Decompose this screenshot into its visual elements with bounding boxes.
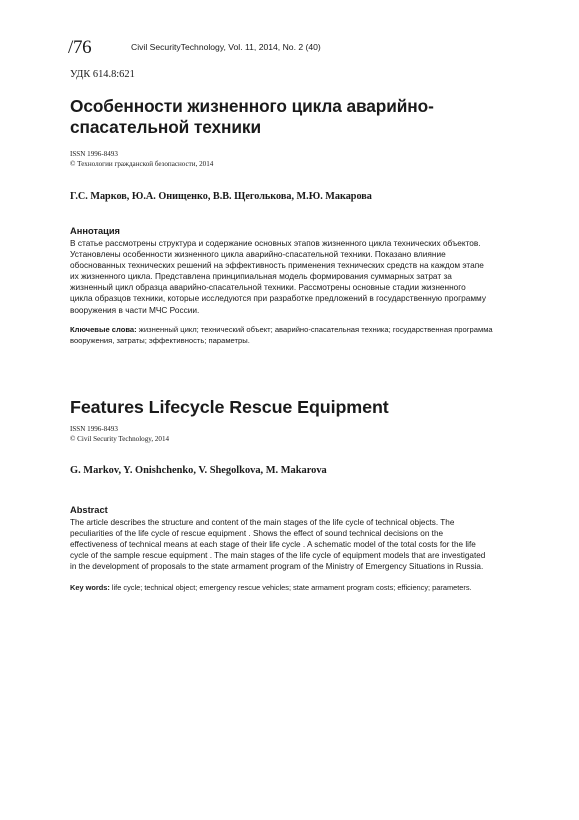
english-copyright: © Civil Security Technology, 2014 (70, 435, 170, 443)
english-abstract-line: effectiveness of technical means at each stage of their life cycle . A schematic model of the total costs for the life (70, 540, 476, 550)
english-abstract-line: in the development of proposals to the state armament program of the Ministry of Emergency Situations in Russia. (70, 562, 484, 572)
russian-title-line: спасательной техники (70, 117, 261, 137)
russian-abstract-line: вооружения в части МЧС России. (70, 304, 200, 315)
russian-abstract-line: Установлены особенности жизненного цикла аварийно-спасательной техники. Показано влияние (70, 249, 446, 260)
english-abstract-line: peculiarities of the life cycle of rescue equipment . Shows the effect of sound technical decisions on the (70, 529, 444, 539)
english-authors: G. Markov, Y. Onishchenko, V. Shegolkova, M. Makarova (70, 465, 327, 476)
russian-issn: ISSN 1996-8493 (70, 150, 118, 158)
russian-abstract (70, 238, 532, 316)
russian-title-line: Особенности жизненного цикла аварийно- (70, 96, 434, 116)
english-issn-block (70, 424, 169, 444)
page-number: /76 (68, 37, 92, 58)
russian-keywords-text: жизненный цикл; технический объект; аварийно-спасательная техника; государственная программа (136, 325, 493, 334)
russian-issn-block (70, 149, 213, 169)
russian-abstract-heading: Аннотация (70, 226, 120, 236)
russian-abstract-line: обоснованных технических решений на эффективность применения технических средств на каждом этапе (70, 260, 484, 271)
english-keywords (70, 583, 532, 594)
english-issn: ISSN 1996-8493 (70, 425, 118, 433)
english-keywords-label: Key words: (70, 583, 110, 592)
english-abstract (70, 517, 532, 572)
english-title: Features Lifecycle Rescue Equipment (70, 397, 389, 417)
russian-abstract-line: цикла образцов техники, которые исследуются при разработке предложений в государственную программу (70, 293, 487, 304)
english-abstract-heading: Abstract (70, 505, 108, 515)
russian-title (70, 96, 510, 138)
udk-code: УДК 614.8:621 (70, 69, 135, 80)
english-keywords-text: life cycle; technical object; emergency rescue vehicles; state armament program costs; efficiency; parameters. (109, 583, 472, 592)
russian-abstract-line: жизненный цикл образца аварийно-спасательной техники. Рассмотрены основные стадии жизненного (70, 282, 466, 293)
russian-keywords-label: Ключевые слова: (70, 325, 137, 334)
russian-copyright: © Технологии гражданской безопасности, 2014 (70, 160, 214, 168)
russian-abstract-line: их жизненного цикла. Представлена принципиальная модель формирования суммарных затрат за (70, 271, 452, 282)
russian-keywords (70, 325, 532, 346)
english-abstract-line: The article describes the structure and content of the main stages of the life cycle of technical objects. The (70, 518, 455, 527)
russian-authors: Г.С. Марков, Ю.А. Онищенко, В.В. Щеголькова, М.Ю. Макарова (70, 191, 372, 202)
journal-header: Civil SecurityTechnology, Vol. 11, 2014, No. 2 (40) (131, 42, 321, 52)
english-abstract-line: cycle of the sample rescue equipment . The main stages of the life cycle of equipment models that are investigated (70, 551, 486, 561)
russian-abstract-line: В статье рассмотрены структура и содержание основных этапов жизненного цикла технических объектов. (70, 238, 481, 248)
english-keywords-line (70, 583, 532, 594)
russian-keywords-line: вооружения, затраты; эффективность; параметры. (70, 335, 250, 345)
russian-keywords-line (70, 325, 532, 336)
